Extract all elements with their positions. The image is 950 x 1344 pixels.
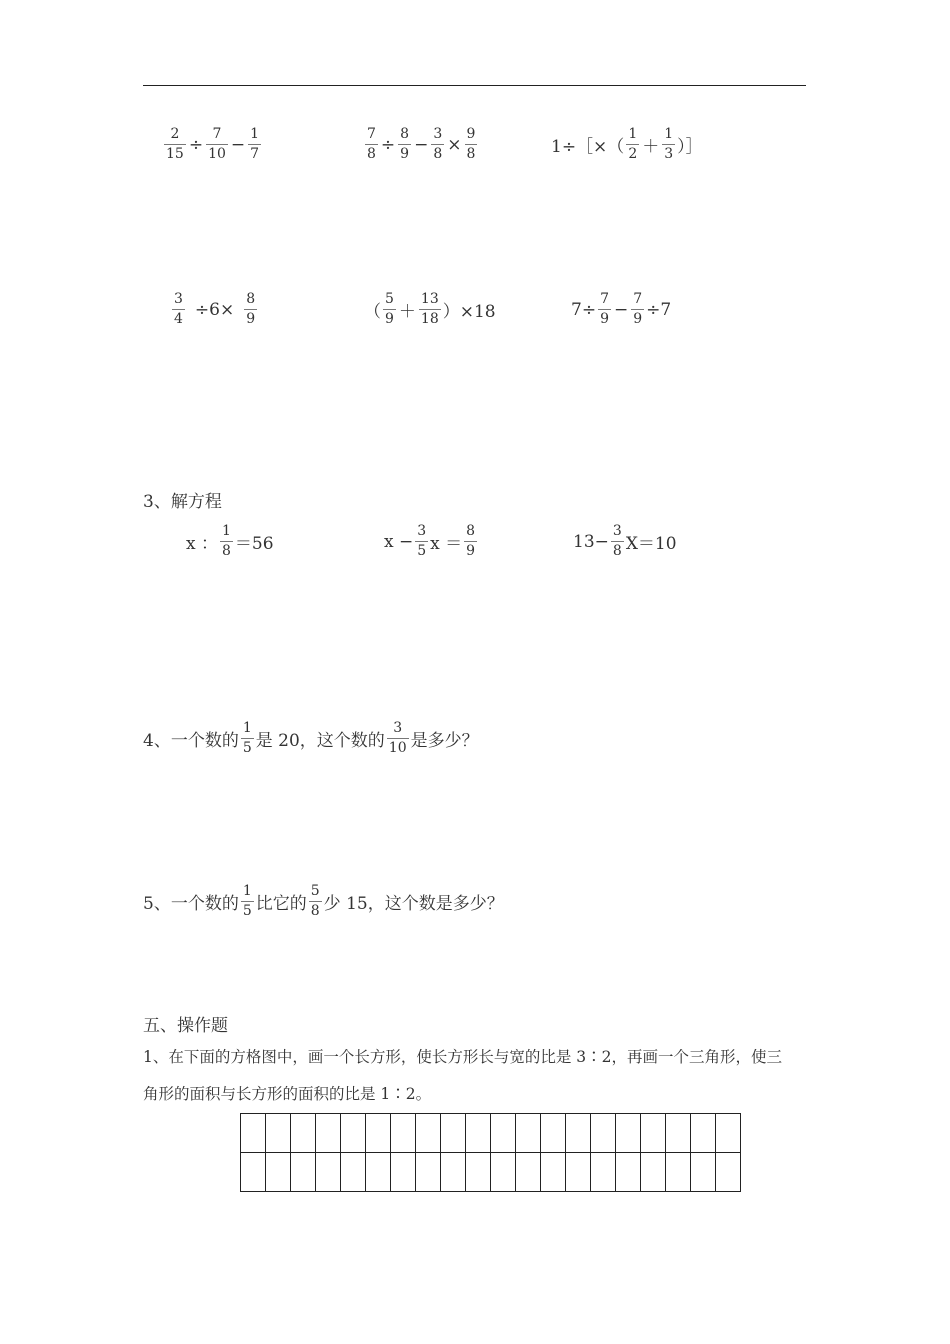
fraction: $\frac{1}{2}$ (628, 126, 638, 162)
grid-cell (416, 1153, 441, 1192)
section-5-title: 五、操作题 (143, 1016, 228, 1036)
grid-cell (616, 1153, 641, 1192)
calc-2-2: （ $\frac{5}{9}$ ＋ $\frac{13}{18}$ ）×18 (364, 291, 496, 327)
fraction: $\frac{3}{4}$ (174, 291, 183, 327)
grid-cell (491, 1114, 516, 1153)
square-grid (240, 1113, 741, 1192)
fraction: $\frac{5}{9}$ (385, 291, 394, 327)
grid-cell (466, 1114, 491, 1153)
grid-cell (641, 1153, 666, 1192)
grid-cell (291, 1114, 316, 1153)
task-line-2: 角形的面积与长方形的面积的比是 1∶2。 (143, 1085, 432, 1103)
grid-cell (616, 1114, 641, 1153)
grid-cell (641, 1114, 666, 1153)
fraction: $\frac{1}{5}$ (242, 883, 252, 919)
fraction: $\frac{7}{9}$ (633, 291, 643, 327)
fraction: $\frac{2}{15}$ (166, 126, 184, 162)
question-5: 5、一个数的 $\frac{1}{5}$ 比它的 $\frac{5}{8}$ 少 15，这个数是多少？ (143, 883, 504, 919)
grid-cell (591, 1114, 616, 1153)
fraction: $\frac{3}{8}$ (433, 126, 443, 162)
grid-cell (541, 1153, 566, 1192)
equation-2: x − $\frac{3}{5}$ x ＝ $\frac{8}{9}$ (384, 523, 476, 559)
fraction: $\frac{9}{8}$ (466, 126, 476, 162)
grid-cell (516, 1114, 541, 1153)
grid-cell (291, 1153, 316, 1192)
fraction: $\frac{8}{9}$ (246, 291, 256, 327)
grid-cell (316, 1114, 341, 1153)
calc-1-1: $\frac{2}{15}$ ÷ $\frac{7}{10}$ − $\frac{1}{7}$ (166, 126, 260, 162)
fraction: $\frac{1}{7}$ (250, 126, 260, 162)
grid-cell (391, 1153, 416, 1192)
grid-cell (466, 1153, 491, 1192)
calc-2-1: $\frac{3}{4}$ ÷6× $\frac{8}{9}$ (174, 291, 256, 327)
fraction: $\frac{7}{9}$ (600, 291, 609, 327)
grid-cell (266, 1114, 291, 1153)
grid-cell (566, 1153, 591, 1192)
fraction: $\frac{13}{18}$ (420, 291, 439, 327)
grid-cell (716, 1153, 741, 1192)
grid-cell (441, 1114, 466, 1153)
grid-cell (716, 1114, 741, 1153)
grid-cell (241, 1114, 266, 1153)
fraction: $\frac{1}{8}$ (222, 523, 231, 559)
grid-cell (266, 1153, 291, 1192)
grid-cell (316, 1153, 341, 1192)
section-3-title: 3、解方程 (143, 492, 222, 512)
fraction: $\frac{1}{3}$ (664, 126, 674, 162)
fraction: $\frac{1}{5}$ (242, 720, 252, 756)
grid-cell (591, 1153, 616, 1192)
calc-1-2: $\frac{7}{8}$ ÷ $\frac{8}{9}$ − $\frac{3}{8}$ × $\frac{9}{8}$ (367, 126, 476, 162)
fraction: $\frac{3}{5}$ (417, 523, 427, 559)
grid-cell (691, 1114, 716, 1153)
fraction: $\frac{3}{10}$ (388, 720, 407, 756)
calc-2-3: 7÷ $\frac{7}{9}$ − $\frac{7}{9}$ ÷7 (571, 291, 672, 327)
calc-1-3: 1÷［×（ $\frac{1}{2}$ ＋ $\frac{1}{3}$ ）］ (551, 126, 703, 162)
grid-cell (441, 1153, 466, 1192)
fraction: $\frac{7}{8}$ (367, 126, 376, 162)
grid-cell (366, 1153, 391, 1192)
grid-cell (666, 1114, 691, 1153)
grid-cell (566, 1114, 591, 1153)
equation-3: 13− $\frac{3}{8}$ X＝10 (573, 523, 677, 559)
grid-cell (516, 1153, 541, 1192)
header-rule (143, 85, 806, 86)
grid-cell (416, 1114, 441, 1153)
grid-cell (241, 1153, 266, 1192)
fraction: $\frac{3}{8}$ (612, 523, 622, 559)
task-line-1: 1、在下面的方格图中，画一个长方形，使长方形长与宽的比是 3∶2，再画一个三角形，使三 (143, 1048, 783, 1066)
fraction: $\frac{8}{9}$ (400, 126, 410, 162)
fraction: $\frac{7}{10}$ (208, 126, 226, 162)
grid-cell (491, 1153, 516, 1192)
fraction: $\frac{5}{8}$ (310, 883, 320, 919)
grid-cell (341, 1114, 366, 1153)
fraction: $\frac{8}{9}$ (466, 523, 476, 559)
grid-cell (691, 1153, 716, 1192)
grid-cell (366, 1114, 391, 1153)
grid-cell (341, 1153, 366, 1192)
grid-cell (391, 1114, 416, 1153)
grid-cell (541, 1114, 566, 1153)
equation-1: x ： $\frac{1}{8}$ ＝56 (186, 523, 274, 559)
question-4: 4、一个数的 $\frac{1}{5}$ 是 20，这个数的 $\frac{3}{10}$ 是多少？ (143, 720, 479, 756)
grid-cell (666, 1153, 691, 1192)
